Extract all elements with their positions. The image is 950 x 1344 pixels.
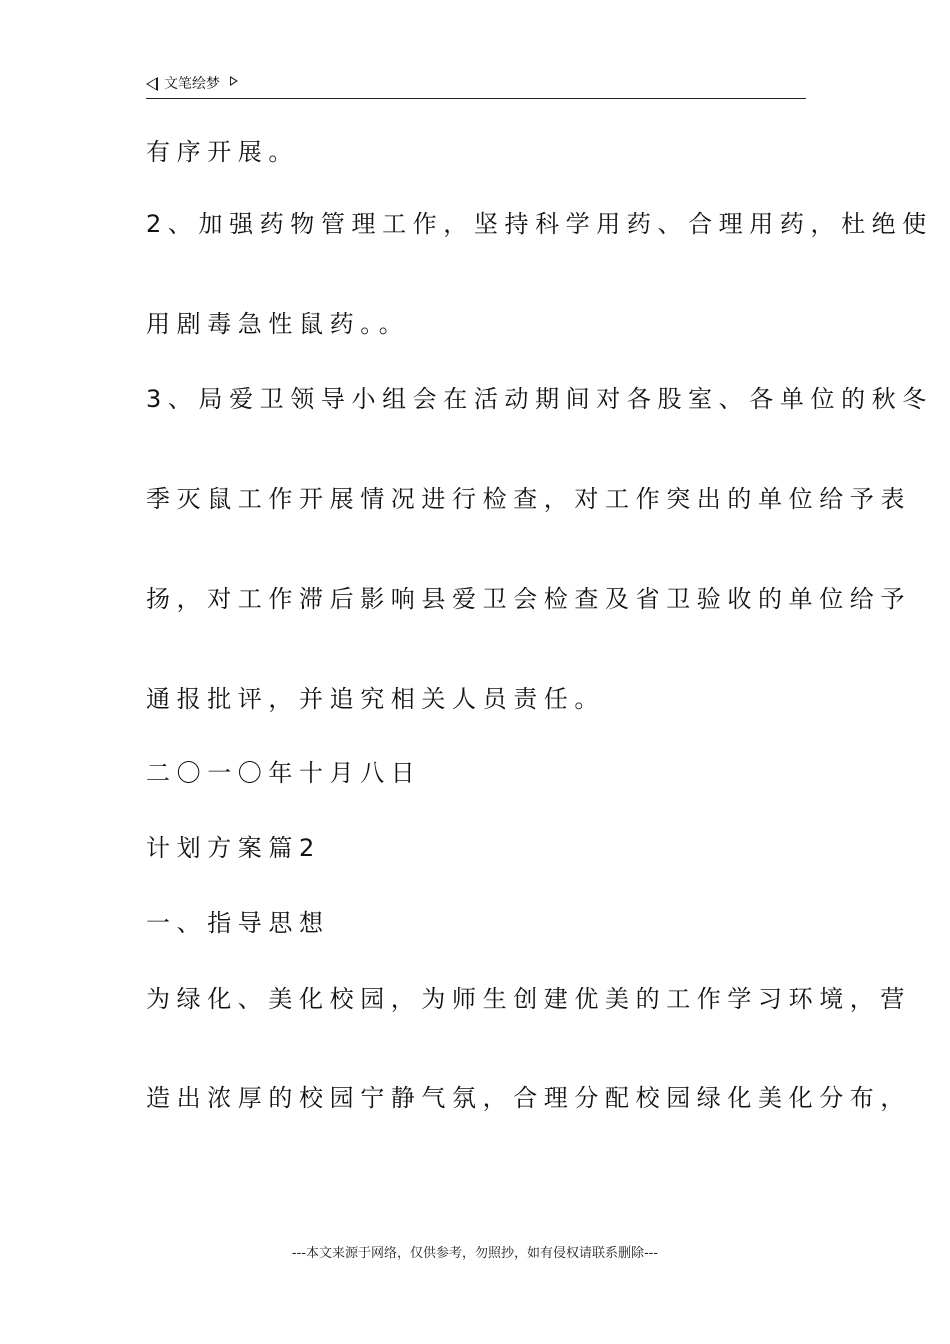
body-line: 造出浓厚的校园宁静气氛，合理分配校园绿化美化分布， — [146, 1084, 911, 1112]
header-brand — [146, 74, 238, 94]
section-title: 计划方案篇2 — [146, 834, 321, 862]
page-header — [146, 72, 806, 99]
footer-disclaimer: ---本文来源于网络，仅供参考，勿照抄，如有侵权请联系删除--- — [291, 1246, 659, 1261]
body-line: 为绿化、美化校园，为师生创建优美的工作学习环境，营 — [146, 985, 911, 1013]
body-line: 扬，对工作滞后影响县爱卫会检查及省卫验收的单位给予 — [146, 585, 911, 613]
section-heading: 一、指导思想 — [146, 909, 330, 937]
body-line: 用剧毒急性鼠药。。 — [146, 310, 410, 338]
body-line: 通报批评，并追究相关人员责任。 — [146, 685, 605, 713]
body-line: 季灭鼠工作开展情况进行检查，对工作突出的单位给予表 — [146, 485, 911, 513]
body-line: 2、加强药物管理工作，坚持科学用药、合理用药，杜绝使 — [146, 210, 933, 238]
date-line: 二〇一〇年十月八日 — [146, 759, 422, 787]
body-line: 3、局爱卫领导小组会在活动期间对各股室、各单位的秋冬 — [146, 385, 933, 413]
left-triangle-icon — [146, 77, 158, 91]
right-triangle-icon — [230, 76, 238, 86]
body-line: 有序开展。 — [146, 138, 299, 166]
brand-text: 文笔绘梦 — [164, 76, 220, 92]
